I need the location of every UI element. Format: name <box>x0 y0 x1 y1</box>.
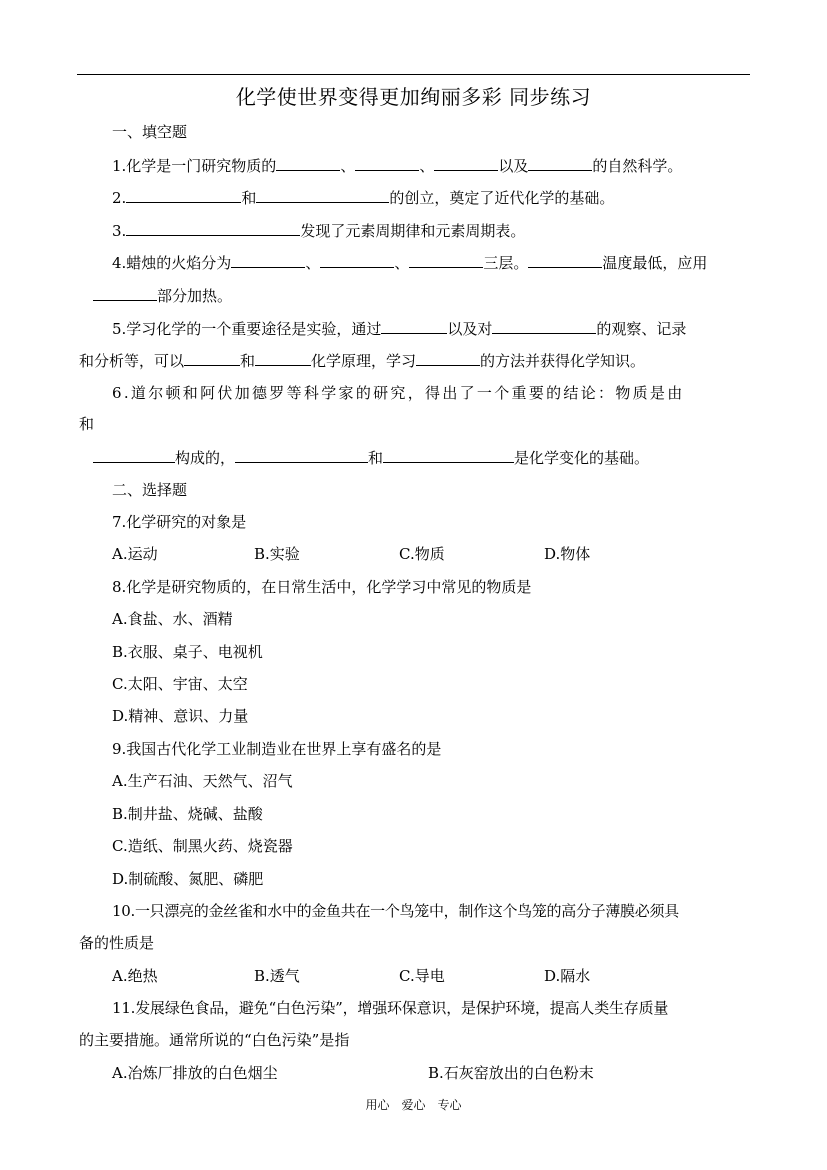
option-8c[interactable]: C.太阳、宇宙、太空 <box>112 675 248 693</box>
option-11a[interactable]: A.冶炼厂排放的白色烟尘 <box>112 1064 278 1082</box>
option-9b[interactable]: B.制井盐、烧碱、盐酸 <box>112 805 263 823</box>
option-9d[interactable]: D.制硫酸、氮肥、磷肥 <box>112 870 264 888</box>
answer-blank[interactable] <box>434 155 498 171</box>
question-5: 5.学习化学的一个重要途径是实验，通过 以及对 的观察、记录 <box>112 320 687 338</box>
option-7c[interactable]: C.物质 <box>399 545 445 563</box>
option-11b[interactable]: B.石灰窑放出的白色粉末 <box>428 1064 594 1082</box>
option-9c[interactable]: C.造纸、制黑火药、烧瓷器 <box>112 837 293 855</box>
option-7b[interactable]: B.实验 <box>254 545 300 563</box>
question-7: 7.化学研究的对象是 <box>112 513 247 531</box>
option-8a[interactable]: A.食盐、水、酒精 <box>112 610 233 628</box>
answer-blank[interactable] <box>93 447 175 463</box>
section-fill-blank: 一、填空题 <box>112 123 188 141</box>
answer-blank[interactable] <box>383 447 514 463</box>
answer-blank[interactable] <box>235 447 368 463</box>
option-8b[interactable]: B.衣服、桌子、电视机 <box>112 643 263 661</box>
answer-blank[interactable] <box>492 318 596 334</box>
footer-text: 专心 <box>437 1098 462 1112</box>
question-6: 6.道尔顿和阿伏加德罗等科学家的研究，得出了一个重要的结论：物质是由 <box>112 384 685 402</box>
question-1: 1.化学是一门研究物质的 、 、 以及 的自然科学。 <box>112 157 683 175</box>
footer-text: 用心 <box>365 1098 390 1112</box>
answer-blank[interactable] <box>256 187 389 203</box>
question-6-cont2: 构成的， 和 是化学变化的基础。 <box>93 447 649 468</box>
page-title: 化学使世界变得更加绚丽多彩 同步练习 <box>235 85 592 109</box>
question-3: 3. 发现了元素周期律和元素周期表。 <box>112 222 526 240</box>
option-7a[interactable]: A.运动 <box>112 545 158 563</box>
question-4-cont: 部分加热。 <box>93 285 232 306</box>
question-9: 9.我国古代化学工业制造业在世界上享有盛名的是 <box>112 740 442 758</box>
option-10d[interactable]: D.隔水 <box>544 967 591 985</box>
answer-blank[interactable] <box>126 187 241 203</box>
question-8: 8.化学是研究物质的，在日常生活中，化学学习中常见的物质是 <box>112 578 532 596</box>
option-8d[interactable]: D.精神、意识、力量 <box>112 707 249 725</box>
option-7d[interactable]: D.物体 <box>544 545 591 563</box>
page-footer <box>0 1096 827 1113</box>
answer-blank[interactable] <box>255 350 311 366</box>
option-10c[interactable]: C.导电 <box>399 967 445 985</box>
answer-blank[interactable] <box>93 285 157 301</box>
answer-blank[interactable] <box>184 350 240 366</box>
question-11: 11.发展绿色食品，避免“白色污染”，增强环保意识，是保护环境，提高人类生存质量 <box>112 999 669 1017</box>
question-6-cont: 和 <box>79 415 95 433</box>
option-10a[interactable]: A.绝热 <box>112 967 158 985</box>
answer-blank[interactable] <box>355 155 419 171</box>
answer-blank[interactable] <box>528 252 602 268</box>
answer-blank[interactable] <box>320 252 394 268</box>
option-9a[interactable]: A.生产石油、天然气、沼气 <box>112 772 293 790</box>
footer-text: 爱心 <box>401 1098 426 1112</box>
question-2: 2. 和 的创立，奠定了近代化学的基础。 <box>112 189 615 207</box>
question-11-cont: 的主要措施。通常所说的“白色污染”是指 <box>79 1031 350 1049</box>
answer-blank[interactable] <box>409 252 483 268</box>
answer-blank[interactable] <box>276 155 340 171</box>
answer-blank[interactable] <box>528 155 592 171</box>
question-10-cont: 备的性质是 <box>79 934 155 952</box>
answer-blank[interactable] <box>126 220 300 236</box>
answer-blank[interactable] <box>231 252 305 268</box>
question-4: 4.蜡烛的火焰分为 、 、 三层。 温度最低，应用 <box>112 254 708 272</box>
answer-blank[interactable] <box>416 350 480 366</box>
question-5-cont: 和分析等，可以 和 化学原理，学习 的方法并获得化学知识。 <box>79 352 646 370</box>
question-10: 10.一只漂亮的金丝雀和水中的金鱼共在一个鸟笼中，制作这个鸟笼的高分子薄膜必须具 <box>112 902 679 920</box>
answer-blank[interactable] <box>381 318 447 334</box>
header-rule <box>77 74 750 75</box>
option-10b[interactable]: B.透气 <box>254 967 300 985</box>
section-choice: 二、选择题 <box>112 481 188 499</box>
